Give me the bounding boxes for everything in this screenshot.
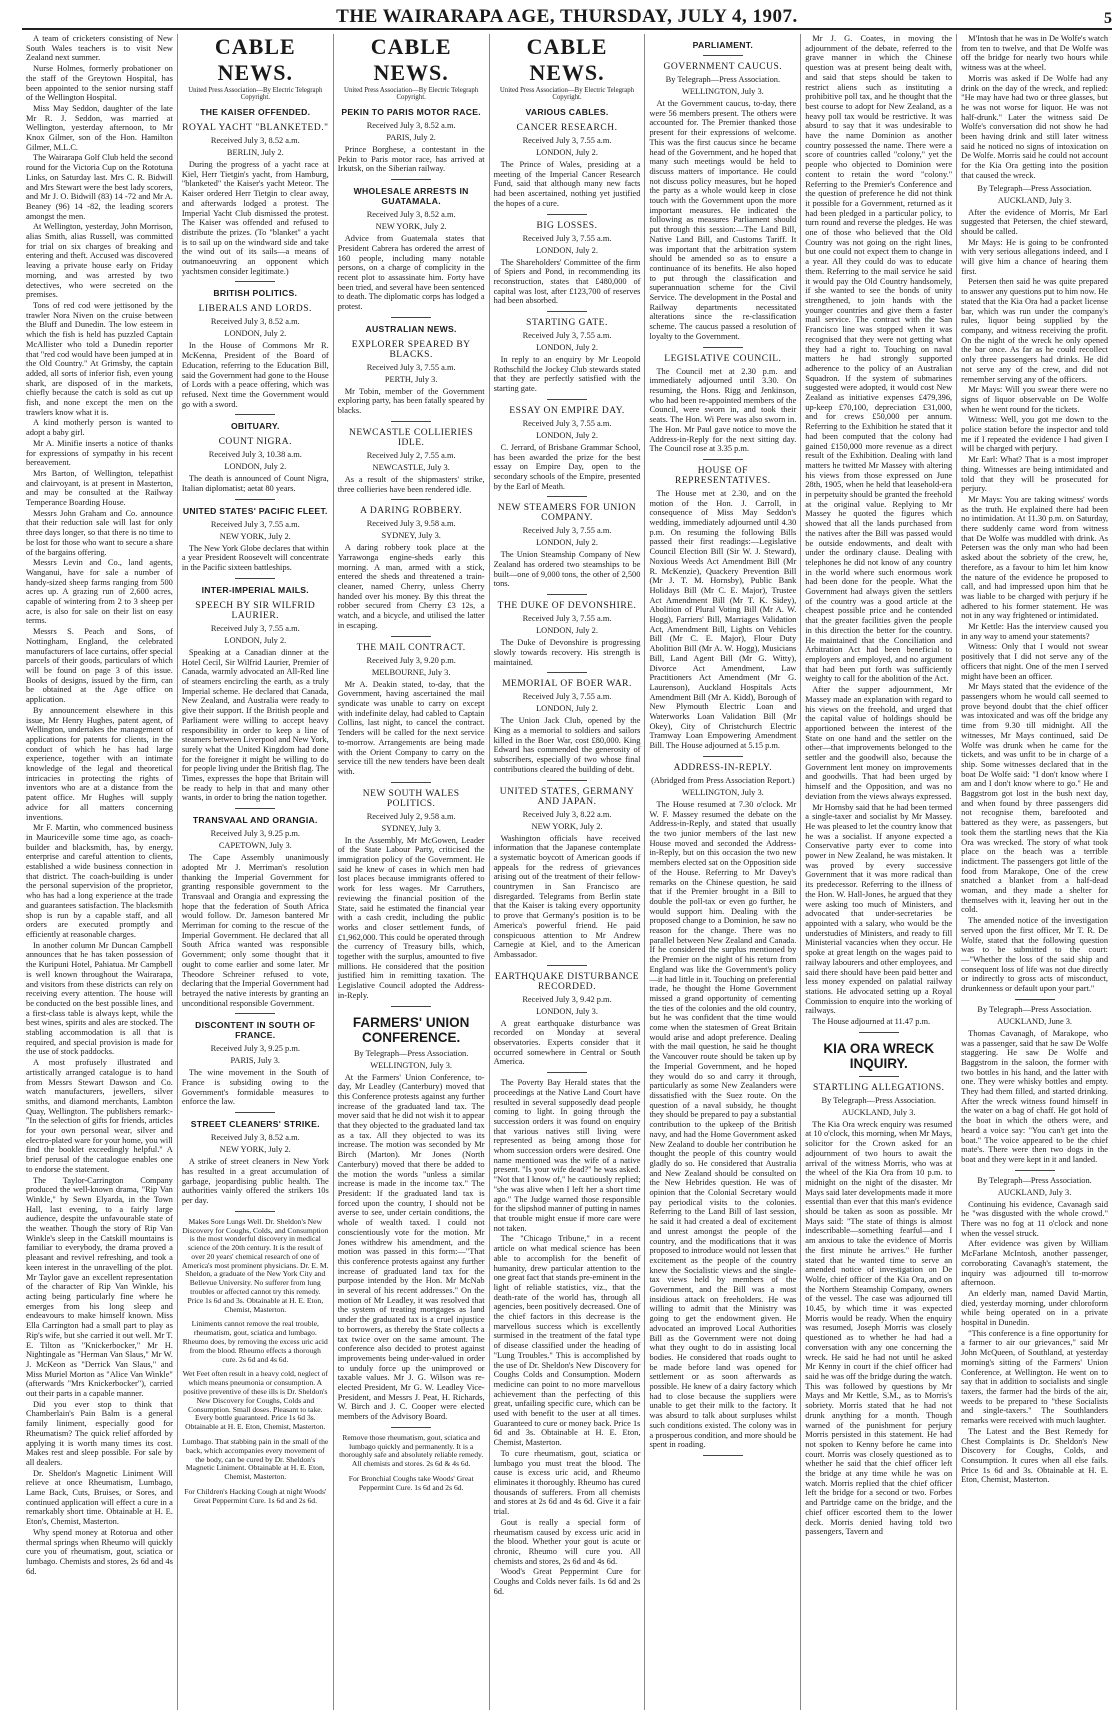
news-paragraph: "This conference is a fine opportunity for a farmer to air our grievances," said Mr John McQueen, of Southland, at yesterday morning's sitting of the Farmers' Union Conference, at Wellington. He went on to say that in addition to socialists and single taxers, the farmer had the birds of the air, weeds to be prepared to "these Socialists and single-taxers." The Southlanders remarks were received with much laughter. (961, 1328, 1109, 1426)
received-dateline: Received July 3, 9.20 p.m. (366, 655, 456, 665)
divider-rule (391, 1006, 431, 1007)
story-body: Speaking at a Canadian dinner at the Hotel Cecil, Sir Wilfrid Laurier, Premier of Canada, warmly advocated an All-Red line of steamers encircling the earth, as a truly Imperial scheme. He declared that Canada, New Zealand, and Australia were ready to give their support. If the British people and Parliament were willing to accept heavy responsibility in order to keep a line of steamers between Liverpool and New York, surely what the United Kingdom had done for the foreigner it might be willing to do for people living under the British flag. The Times, expresses the hope that Britain will be ready to help in that and many other wants, in order to bring the nation together. (181, 647, 329, 803)
story-headline: INTER-IMPERIAL MAILS. (201, 584, 309, 595)
story-headline: STREET CLEANERS' STRIKE. (190, 1119, 320, 1130)
place-dateline: PARIS, July 2. (386, 133, 436, 142)
news-paragraph: The Poverty Bay Herald states that the proceedings at the Native Land Court have resulted in several supposedly dead people coming to light. In going through the succession orders it was found on enquiry that various natives still living were represented as being among those for whom succession orders were desired. One name mentioned was the wife of a native present. "Is your wife dead?" he was asked. "Not that I know of," he cautiously replied; "she was alive when I left her a short time ago." The Judge warned those responsible for the slipshod manner of putting in names that trouble might ensue if more care were not taken. (493, 1078, 641, 1233)
place-dateline: WELLINGTON, July 3. (682, 87, 764, 96)
story-subheadline: ROYAL YACHT "BLANKETED." (182, 123, 329, 133)
place-dateline: LONDON, July 3. (536, 1006, 598, 1016)
divider-rule (235, 414, 275, 415)
divider-rule (547, 311, 587, 312)
news-paragraph: The House adjourned at 11.47 p.m. (812, 1017, 931, 1027)
story-headline: OBITUARY. (230, 421, 280, 432)
received-dateline: Received July 3, 7.55 a.m. (366, 362, 456, 372)
column-parliament-continued (801, 34, 957, 1710)
news-paragraph: Mr Mays stated that the evidence of the passengers whom he would call seemed to prove beyond doubt that the chief officer was intoxicated and was off the bridge any time from 9.30 till midnight. All the witnesses, Mr Mays continued, said De Wolfe was drunk when he came for the tickets, and was unfit to be in charge of a ship. Some witnesses declared that in the boat De Wolfe said: "I don't know where I am and I don't know where to go." He and Baggstrom got lost in the bush next day, and when found by three passengers did not recognise them, barefooted and battered as they were, as passengers, but took them the startling news that the Kia Ora was wrecked. The story of what took place on the beach was a terrible indictment. The passengers got little of the food from Marakope, One of the crew snatched a blanket from a half-dead woman, and they made a shelter for themselves with it, leaving her out in the cold. (961, 682, 1109, 915)
story-body: C. Jerrard, of Brisbane Grammar School, has been awarded the prize for the best essay on Empire Day, open to the secondary schools of the Empire, presented by the Earl of Meath. (493, 442, 641, 491)
divider-rule (547, 1072, 587, 1073)
story-subheadline: EARTHQUAKE DISTURBANCE RECORDED. (494, 971, 640, 992)
story-subheadline: HOUSE OF REPRESENTATIVES. (675, 465, 771, 486)
news-paragraph: Continuing his evidence, Cavanagh said he "was disgusted with the whole crowd." There was no fog at 11 o'clock and none when the vessel struck. (961, 1199, 1109, 1238)
divider-rule (391, 1427, 431, 1428)
news-paragraph: Messrs John Graham and Co. announce that their reduction sale will last for only three days longer, so that there is no time to be lost for those who want to secure a share of the bargains offering. (26, 508, 173, 557)
story-headline: BRITISH POLITICS. (213, 288, 298, 299)
divider-rule (703, 756, 743, 757)
telegraph-credit: By Telegraph—Press Association. (977, 1004, 1092, 1014)
story-body: As a result of the shipmasters' strike, three collieries have been rendered idle. (337, 474, 485, 494)
advertisement: Liniments cannot remove the real trouble, rheumatism, gout, sciatica and lumbago. Rheumo does, by removing the excess uric acid from the blood. Rheumo effects a thorough cure. 2s 6d and 4s 6d. (182, 1319, 328, 1364)
received-dateline: Received July 3, 9.25 p.m. (210, 1044, 300, 1054)
story-body: A daring robbery took place at the Yarrawonga engine-sheds early this morning. A man, armed with a stick, entered the sheds and threatened a train-cleaner, named Cherry, unless Cherry handed over his money. By this threat the robber secured from Cherry £3 12s, a watch, and a bicycle, and utilised the latter in escaping. (337, 543, 485, 630)
news-paragraph: Gout is really a special form of rheumatism caused by excess uric acid in the blood. Whether your gout is acute or chronic, Rheumo will cure you. All chemists and stores, 2s 6d and 4s 6d. (493, 1517, 641, 1566)
story-headline: FARMERS' UNION CONFERENCE. (352, 1014, 470, 1045)
news-paragraph: A team of cricketers consisting of New South Wales teachers is to visit New Zealand next summer. (26, 34, 173, 63)
story-body: The Shareholders' Committee of the firm of Spiers and Pond, in recommending its reconstruction, states that £480,000 of capital was lost, after £123,700 of reserves had been absorbed. (493, 257, 641, 306)
divider-rule (1015, 999, 1055, 1000)
place-dateline: LONDON, July 2. (536, 343, 598, 353)
place-dateline: AUCKLAND, July 3. (997, 1187, 1072, 1197)
page-columns (22, 34, 1112, 1710)
story-body: The Duke of Devonshire is progressing slowly towards recovery. His strength is maintained. (493, 638, 641, 667)
received-dateline: Received July 2, 7.55 a.m. (366, 450, 456, 460)
advertisement: Remove those rheumatism, gout, sciatica and lumbago quickly and permanently. It is a thoroughly safe and absolutely reliable remedy. All chemists and stores. 2s 6d & 4s 6d. (339, 1432, 484, 1469)
divider-rule (859, 1076, 899, 1077)
story-headline: KIA ORA WRECK INQUIRY. (823, 1040, 935, 1071)
news-paragraph: Mr Mays: He is going to be confronted with very serious allegations indeed, and I will give him a chance of hearing them first. (961, 237, 1109, 276)
advertisement: Wet Feet often result in a heavy cold, neglect of which means pneumonia or consumption. A positive preventive of these ills is Dr. Sheldon's New Discovery for Coughs, Colds and Consumption. Small doses. Pleasant to take. Every bottle guaranteed. Price 1s 6d 3s. Obtainable at H. E. Eton, Chemist, Masterton. (182, 1369, 328, 1432)
section-header: CABLE NEWS. (526, 34, 608, 85)
story-headline: DISCONTENT IN SOUTH OF FRANCE. (195, 1020, 316, 1041)
news-paragraph: Petersen then said he was quite prepared to answer any questions put to him now. He stated that the Kia Ora had a packet license bar, which was run under the company's rules, liquor being supplied by the company, and witness receiving the profit. On the night of the wreck he only opened the bar once. As far as he could recollect only three passengers had drinks. He did not serve any of the crew, and did not remember serving any of the officers. (961, 277, 1109, 384)
story-headline: UNITED STATES' PACIFIC FLEET. (182, 505, 328, 516)
divider-rule (547, 672, 587, 673)
story-body: The wine movement in the South of France is subsiding owing to the Government's formidable measures to enforce the law. (181, 1068, 329, 1107)
news-paragraph: After the evidence of Morris, Mr Earl suggested that Petersen, the chief steward, should be called. (961, 207, 1109, 236)
divider-rule (391, 317, 431, 318)
masthead (22, 6, 1112, 30)
divider-rule (235, 281, 275, 282)
received-dateline: Received July 3, 7.55 a.m. (522, 331, 612, 341)
news-paragraph: By announcement elsewhere in this issue, Mr Henry Hughes, patent agent, of Wellington, undertakes the management of applications for patents for clients, in the conduct of which he has had large experience, together with an intimate knowledge of the legal and theoretical intricacies in protecting the rights of inventors who are at a distance from the patent office. Mr Hughes will supply advice for all matters concerning inventions. (26, 705, 173, 822)
story-body: The Union Jack Club, opened by the King as a memorial to soldiers and sailors killed in the Boer War, cost £80,000. King Edward has commended the generosity of subscribers, especially of two whose final contributions cleared the building of debt. (493, 716, 641, 774)
received-dateline: Received July 3, 8.52 a.m. (366, 210, 456, 220)
story-subheadline: NEWCASTLE COLLIERIES IDLE. (349, 427, 474, 448)
story-body: The House met at 2.30, and on the motion of the Hon. J. Carroll, in consequence of Miss May Seddon's wedding, immediately adjourned until 4.30 p.m. On resuming the following Bills passed their first readings:—Legislative Council Election Bill (Sir W. J. Steward), Noxious Weeds Act Amendment Bill (Mr R. McKenzie), Quackery Prevention Bill (Mr J. T. M. Hornsby), Public Bank Holidays Bill (Mr C. E. Major), Trustee Act Amendment Bill (Mr T. K. Sidey), Abolition of Plural Voting Bill (Mr A. W. Hogg), Farriers' Bill, Marriages Validation Act, Amendment Bill, Lights on Vehicles Bill (Mr C. E. Major), Flour Duty Abolition Bill (Mr A. W. Hogg), Musicians Bill, Land Agent Bill (Mr G. Witty), Divorce Act Amendment, Law Practitioners Act Amendment (Mr G. Laurenson), Auckland Hospitals Acts Amendment Bill (Mr A. Kidd), Borough of New Plymouth Electric Loan and Waterworks Loan Validation Bill (Mr Okey), City of Christchurch Electric Tramway Loan Empowering Amendment Bill. The House adjourned at 5.15 p.m. (649, 488, 797, 751)
story-headline: WHOLESALE ARRESTS IN GUATAMALA. (353, 186, 469, 207)
story-subheadline: COUNT NIGRA. (218, 437, 292, 448)
divider-rule (1015, 1170, 1055, 1171)
news-paragraph: A kind motherly person is wanted to adopt a baby girl. (26, 418, 173, 438)
place-dateline: LONDON, July 2. (224, 635, 287, 645)
news-paragraph: M'Intosh that he was in De Wolfe's watch from ten to twelve, and that De Wolfe was off the bridge for nearly two hours while witness was at the wheel. (961, 34, 1109, 73)
section-subheader: United Press Association—By Electric Telegraph Copyright. (499, 87, 635, 101)
divider-rule (235, 499, 275, 500)
news-paragraph: In another column Mr Duncan Campbell announces that he has taken possession of the Kuripuni Hotel, Pahiatua. Mr Campbell is well known throughout the Wairarapa, and visitors from these districts can rely on receiving every attention. The house will be conducted on the best possible lines, and a first-class table is always kept, while the best wines, spirits and ales are stocked. The stabling accommodation is all that is required, and special provision is made for the use of stock paddocks. (26, 940, 173, 1057)
story-subheadline: EXPLORER SPEARED BY BLACKS. (351, 339, 471, 360)
received-dateline: Received July 3, 7.55 a.m. (522, 614, 612, 624)
news-paragraph: Morris was asked if De Wolfe had any drink on the day of the wreck, and replied: "He may have had two or three glasses, but he was not worse for liquor. He was not half-drunk." Later the witness said De Wolfe's conversation did not show he had been having drink and still later witness said he noticed no signs of intoxication on De Wolfe. Morris said he could not account for the Kia Ora getting into the position that caused the wreck. (961, 73, 1109, 180)
place-dateline: MELBOURNE, July 3. (371, 667, 451, 677)
place-dateline: LONDON, July 2. (536, 245, 598, 255)
news-paragraph: Nurse Holmes, formerly probationer on the staff of the Greytown Hospital, has been appointed to the senior nursing staff of the Wellington Hospital. (26, 64, 173, 103)
story-headline: THE KAISER OFFENDED. (200, 107, 311, 117)
place-dateline: SYDNEY, July 3. (381, 531, 441, 541)
story-subheadline: CANCER RESEARCH. (516, 123, 618, 133)
place-dateline: WELLINGTON, July 3. (370, 1060, 453, 1070)
received-dateline: Received July 3, 9.42 p.m. (522, 994, 612, 1004)
newspaper-title: THE WAIRARAPA AGE, THURSDAY, JULY 4, 1907. (336, 6, 798, 27)
story-subheadline: SPEECH BY SIR WILFRID LAURIER. (195, 600, 316, 621)
story-headline: AUSTRALIAN NEWS. (365, 323, 457, 334)
divider-rule (547, 594, 587, 595)
place-dateline: BERLIN, July 2. (226, 148, 284, 157)
story-body: Advice from Guatemala states that President Cabrera has ordered the arrest of 160 people, including many notable persons, on a charge of complicity in the recent plot to assassinate him. Forty have been tried, and several have been sentenced to death. The diplomatic corps has lodged a protest. (337, 234, 485, 312)
divider-rule (235, 1013, 275, 1014)
story-body: Prince Borghese, a contestant in the Pekin to Paris motor race, has arrived at Irkutsk, on the Siberian railway. (337, 145, 485, 174)
received-dateline: Received July 3, 8.22 a.m. (522, 809, 612, 819)
story-body: At the Farmers' Union Conference, to-day, Mr Leadley (Canterbury) moved that this Conference protests against any further increase of the graduated land tax. The mover said that he did not wish it to appear that they objected to the graduated land tax as a tax. All they objected to was its increase. The motion was seconded by Mr Birch (Marton). Mr Jones (North Canterbury) moved that there be added to the motion the words "unless a similar increase is made in the income tax." The President: If the graduated land tax is forced upon the country, I should not be averse to see, under certain conditions, the whole of wealth taxed. I could not conscientiously vote for the motion. Mr Jones withdrew his amendment, and the motion was passed in this form:—"That this conference protests against any further increase of graduated land tax for the purpose intended by the Hon. Mr McNab in several of his recent addresses." On the motion of Mr Leadley, it was resolved that the system of treating mortgages as land under the graduated tax is a cruel injustice to borrowers, as thereby the State collects a tax twice over on the same amount. The conference also decided to protest against improvements being under-valued in order to unduly force up the unimproved or taxable values. Mr J. G. Wilson was re-elected President, Mr G. W. Leadley Vice-President, and Messrs J. Peat, H. Richards, W. Birch and J. C. Cooper were elected members of the Advisory Board. (337, 1072, 485, 1422)
place-dateline: AUCKLAND, June 3. (997, 1016, 1073, 1026)
story-body: In reply to an enquiry by Mr Leopold Rothschild the Jockey Club stewards stated that they are perfectly satisfied with the starting gate. (493, 355, 641, 394)
place-dateline: NEW YORK, July 2. (531, 821, 603, 831)
received-dateline: Received July 3, 8.52 a.m. (366, 121, 456, 130)
story-subheadline: STARTLING ALLEGATIONS. (812, 1082, 945, 1093)
story-body: The New York Globe declares that within a year President Roosevelt will concentrate in the Pacific sixteen battleships. (181, 543, 329, 573)
advertisement: Lumbago. That stabbing pain in the small of the back, which accompanies every movement of the body, can be cured by Dr. Sheldon's Magnetic Liniment. Obtainable at H. E. Eton, Chemist, Masterton. (182, 1437, 329, 1482)
story-subheadline: NEW SOUTH WALES POLITICS. (362, 788, 460, 809)
story-body: At the Government caucus, to-day, there were 56 members present. The others were accounted for. The Premier thanked those present for their expressions of welcome. This was the first caucus since he became head of the Government, and he hoped that many such meetings would be held to discuss matters of importance. He could not discuss policy measures, but he hoped the party as a whole would keep in close touch with the Government upon the more important measures. He indicated the following as measures Parliament should put through this session:—The Land Bill, Native Land Bill, and Customs Tariff. It was important that the arbitration system should be amended so as to ensure a continuance of its benefits. He also hoped to put through the classification and superannuation scheme for the Civil Service. The development in the Postal and Railway departments necessitated alterations since the re-classification scheme. The caucus passed a resolution of loyalty to the Government. (649, 99, 797, 341)
story-subheadline: MEMORIAL OF BOER WAR. (502, 679, 632, 690)
story-body: Washington officials have received information that the Japanese contemplate a systematic boycott of American goods if appeals for the redress of grievances arising out of the treatment of their fellow-countrymen in San Francisco are disregarded. Telegrams from Berlin state that the Kaiser is taking every opportunity to prove that Germany's position is to be America's powerful friend. He paid conspicuous attention to Mr Andrew Carnegie at Kiel, and to the American Ambassador. (493, 833, 641, 959)
column-cable-news-3 (490, 34, 646, 1710)
news-paragraph: After the supper adjournment, Mr Massey made an explanation with regard to his views on the freehold, and urged that the capital value of holdings should be apportioned between the interest of the State on one hand and the settler on the other—that improvements belonged to the settler and the goodwill also, because the Government lent money on improvements and goodwills. That had been urged by himself and the Opposition, and was no deviation from the views always expressed. (805, 685, 953, 801)
place-dateline: NEW YORK, July 2. (219, 1145, 291, 1155)
column-cable-news-1 (178, 34, 334, 1710)
received-dateline: Received July 3, 9.58 a.m. (366, 519, 456, 529)
divider-rule (391, 499, 431, 500)
story-body: The Council met at 2.30 p.m. and immediately adjourned until 3.30. On resuming, the Hons. Rigg and Jenkinson, who had been re-appointed members of the Council, were sworn in, and took their seats. The Hon. Wi Pere was also sworn in. The Hon. Mr Paul gave notice to move the Address-in-Reply for the next sitting day. The Council rose at 3.35 p.m. (649, 366, 797, 454)
news-paragraph: At Wellington, yesterday, John Morrison, alias Smith, alias Russell, was committed for trial on six charges of breaking and entering and theft. Accused was discovered leaving a private house early on Friday morning, and was arrested by two detectives, who were secreted on the premises. (26, 222, 173, 300)
news-paragraph: Messrs Levin and Co., land agents, Wanganui, have for sale a number of handy-sized sheep farms ranging from 500 acres up. A grazing run of 2,600 acres, capable of wintering from 2 to 3 sheep per acre, is also for sale on their list on easy terms. (26, 558, 173, 626)
place-dateline: NEW YORK, July 2. (219, 531, 291, 541)
divider-rule (235, 808, 275, 809)
telegraph-credit: By Telegraph—Press Association. (821, 1095, 936, 1105)
page-number: 5 (1104, 10, 1112, 27)
story-subheadline: UNITED STATES, GERMANY AND JAPAN. (499, 786, 635, 807)
story-body: A great earthquake disturbance was recorded on Monday at several observatories. Experts consider that it occurred somewhere in Central or South America. (493, 1018, 641, 1067)
story-subheadline: LEGISLATIVE COUNCIL. (664, 353, 782, 364)
received-dateline: Received July 3, 7.55 a.m. (522, 692, 612, 702)
received-dateline: Received July 2, 9.58 a.m. (366, 811, 456, 821)
place-dateline: LONDON, July 2. (224, 329, 287, 339)
news-paragraph: Mr Kettle: Has the interview caused you in any way to amend your statements? (961, 622, 1109, 641)
news-paragraph: To cure rheumatism, gout, sciatica or lumbago you must treat the blood. The cause is excess uric acid, and Rheumo eliminates it thoroughly. Rheumo has cured thousands of sufferers. From all chemists and stores at 2s 6d and 4s 6d. Give it a fair trial. (493, 1448, 641, 1517)
place-dateline: NEWCASTLE, July 3. (372, 462, 450, 472)
story-subheadline: GOVERNMENT CAUCUS. (663, 62, 783, 72)
story-body: A strike of street cleaners in New York has resulted in a great accumulation of garbage, jeopardising public health. The authorities vainly offered the strikers 10s per day. (181, 1157, 329, 1205)
divider-rule (703, 55, 743, 56)
divider-rule (235, 578, 275, 579)
received-dateline: Received July 3, 7.55 a.m. (210, 519, 300, 529)
divider-rule (859, 1032, 899, 1033)
telegraph-credit: By Telegraph—Press Association. (977, 1175, 1092, 1185)
place-dateline: LONDON, July 2. (536, 626, 598, 636)
news-paragraph: Mr J. G. Coates, in moving the adjournment of the debate, referred to the grave manner in which the Chinese question was at present being dealt with, and said that steps should be taken to restrict aliens such as instituting a prohibitive poll tax, and he thought that the best course to adopt for New Zealand, as a heavy poll tax would be restrictive. It was absurd to say that it was undesirable to have the name Dominion as another country possessed the name. There were a score of countries called "colony," yet the people who objected to Dominion were content to retain the word "colony." Referring to the Premier's Conference and the question of preference he did not think it possible for a Government, returned as it had been pledged in a particular policy, to turn round and reverse the pledges. He was one of those who believed that the Old Country was not going on the right lines, but one could not expect them to change in a year. All they could do was to educate them. Referring to the mail service he said it would pay the Old Country handsomely, if she wanted to see the bonds of unity strengthened, to join hands with the younger countries and give them a faster mail service. The contract with the San Francisco line was stopped when it was recognised that they were not getting what they had a right to. Touching on naval matters he had strongly supported adherence to the policy of an Australian Squadron. If the system of submarines suggested were adopted, it would cost New Zealand as initiative expenses £479,396, up-keep £70,100, depreciation £31,000, and for crews £50,000 per annum. Referring to the Exhibition he stated that it had been computed that the colony had gained £150,000 more revenue as a direct result of the Exhibition. Dealing with land matters he twitted Mr Massey with altering his views from those expressed on June 28th, 1905, when he held that leasehold-era in perpetuity should be granted the freehold at the original value. Replying to Mr Massey he quoted the figures which showed that all the lands purchased from the natives after the Bill was passed would be outside endowments, and dealt with under the ordinary clause. Dealing with telephones he did not know of any country in the world where such enormous work had been done for the people. What the Government had always given the settlers of the country was a good article at the cheapest possible price and he contended that the greater facilities given the people in this direction the better for the country. He maintained that the Conciliation and Arbitration Act had been beneficial to employers and employed, and no argument that had been put forth was sufficiently weighty to call for the abolition of the Act. (805, 34, 953, 684)
received-dateline: Received July 3, 8.52 a.m. (210, 317, 300, 327)
news-paragraph: Why spend money at Rotorua and other thermal springs when Rheumo will quickly cure you of rheumatism, gout, sciatica or lumbago. Chemists and stores, 2s 6d and 4s 6d. (26, 1527, 173, 1576)
story-subheadline: ADDRESS-IN-REPLY. (673, 762, 773, 773)
divider-rule (547, 399, 587, 400)
news-paragraph: Mrs Barton, of Wellington, telepathist and clairvoyant, is at present in Masterton, and may be consulted at the Railway Temperance Boarding House. (26, 468, 173, 508)
news-paragraph: Witness: Well, you got me down to the police station before the inspector and told me if I repeated the evidence I had given I will be charged with perjury. (961, 415, 1109, 454)
divider-rule (391, 179, 431, 180)
story-subheadline: LIBERALS AND LORDS. (198, 304, 312, 315)
place-dateline: LONDON, July 2. (536, 430, 598, 440)
news-paragraph: Mr A. Minifie inserts a notice of thanks for expressions of sympathy in his recent bereavement. (26, 438, 173, 468)
divider-rule (391, 782, 431, 783)
news-paragraph: A most profusely illustrated and artistically arranged catalogue is to hand from Messrs Stewart Dawson and Co. watch manufacturers, jewellers, silver smiths, and diamond merchants, Lambton Quay, Wellington. The publishers remark:- "In the selection of gifts for friends, articles for your own personal wear, silver and electro-plated ware for your home, you will find the booklet exceedingly helpful." A brief perusal of the catalogue enables one to endorse the statement. (26, 1058, 173, 1174)
story-body: During the progress of a yacht race at Kiel, Herr Tietgin's yacht, from Hamburg, "blanketed" the Kaiser's yacht Meteor. The Kaiser ordered Herr Tietgin to clear away, and afterwards lodged a protest. The Imperial Yacht Club dismissed the protest. The Kaiser was offended and refused to distribute the prizes. (To "blanket" a yacht is to sail up on the windward side and take the wind out of its sails—a means of outmanoeuvring an opponent which yachtsmen consider legitimate.) (181, 160, 329, 276)
news-paragraph: Wood's Great Peppermint Cure for Coughs and Colds never fails. 1s 6d and 2s 6d. (493, 1567, 641, 1596)
place-dateline: CAPETOWN, July 3. (218, 841, 292, 851)
news-paragraph: Witness: Only that I would not swear positively that I did not serve any of the officers that night. One of the men I served might have been an officer. (961, 642, 1109, 681)
divider-rule (391, 636, 431, 637)
place-dateline: AUCKLAND, July 3. (841, 1107, 916, 1117)
story-note: (Abridged from Press Association Report.) (651, 775, 795, 785)
story-headline: PEKIN TO PARIS MOTOR RACE. (341, 107, 481, 117)
story-body: The Prince of Wales, presiding at a meeting of the Imperial Cancer Research Fund, said that although many new facts had been ascertained, nothing yet justified the hopes of a cure. (493, 160, 641, 208)
divider-rule (235, 1112, 275, 1113)
story-subheadline: NEW STEAMERS FOR UNION COMPANY. (497, 503, 637, 524)
story-headline: TRANSVAAL AND ORANGIA. (192, 815, 318, 826)
story-subheadline: A DARING ROBBERY. (360, 506, 463, 517)
news-paragraph: Miss May Seddon, daughter of the late Mr R. J. Seddon, was married at Wellington, yesterday afternoon, to Mr Knox Gilmer, son of the Hon. Hamilton Gilmer, M.L.C. (26, 103, 173, 152)
divider-rule (391, 421, 431, 422)
news-paragraph: Mr Mays: You are taking witness' words as the truth. He explained there had been no intimidation. At 11.30 p.m. on Saturday, there suddenly came word from witness that De Wolfe was muddled with drink. As Petersen was the only man who had been asked about the sobriety of the crew, he, therefore, as a favour to him let him know the nature of the evidence he proposed to call, and had impressed upon him that he was liable to be charged with perjury if he adhered to his former statement. He was not in any way frightened or intimidated. (961, 494, 1109, 621)
divider-rule (703, 1455, 743, 1456)
place-dateline: LONDON, July 2. (536, 148, 598, 157)
received-dateline: Received July 3, 8.52 a.m. (210, 1133, 300, 1143)
divider-rule (547, 965, 587, 966)
place-dateline: PARIS, July 3. (230, 1056, 281, 1066)
news-paragraph: Tons of red cod were jettisoned by the trawler Nora Niven on the cruise between the Bluff and Dunedin. The low esteem in which the fish is held has puzzled Captain McAllister who told a Dunedin reporter that "red cod would have been jumped at in the Old Country." At Grimsby, the captain added, all sorts of inferior fish, even young shark, are disposed of in the markets, chiefly because the catch is sold as cut up fish, and none except the men on the trawlers know what it is. (26, 300, 173, 417)
news-paragraph: Mr Mays: Will you swear there were no signs of liquor observable on De Wolfe when he went round for the tickets. (961, 385, 1109, 414)
received-dateline: Received July 3, 7.55 a.m. (210, 623, 300, 633)
news-paragraph: The Latest and the Best Remedy for Chest Complaints is Dr. Sheldon's New Discovery for Coughs, Colds, and Consumption. It cures when all else fails. Price 1s 6d and 3s. Obtainable at H. E. Eton, Chemist, Masterton. (961, 1426, 1109, 1485)
story-body: The Kia Ora wreck enquiry was resumed at 10 o'clock, this morning, when Mr Mays, solicitor for the Crown asked for an adjournment of two hours to await the arrival of the witness Morris, who was at the wheel of the Kia Ora from 10 p.m. to midnight on the night of the disaster. Mr Mays said later developments made it more essential than ever that this man's evidence should be taken as soon as possible. Mr Mays said: "The state of things is almost indescribable—something fearful—and I am anxious to take the evidence of Morris the first minute he arrives." He further stated that he wanted time to serve an amended notice of investigation on De Wolfe, chief officer of the Kia Ora, and on the Northern Steamship Company, owners of the vessel. The case was adjourned till 10.45, by which time it was expected Morris would be ready. When the enquiry was resumed, Joseph Morris was closely questioned as to whether he had had a conversation with any one concerning the wreck. He said he had not until he asked Mr Kenny in court if the chief officer had said he was off the bridge during the watch. This was followed by questions by Mr Mays and Mr Kettle, S.M., as to Morris's sobriety. Morris stated that he had not drunk anything for a month. Though warned of the punishment for perjury Morris persisted in this statement. He had not spoken to Kenny before he came into court. Morris was closely questioned as to whether he said that the chief officer left the bridge at any time while he was on watch. Morris replied that the chief officer left the bridge for a second or two. Forbes and Partridge came on the bridge, and the chief officer escorted them to the lower deck. Morris denied having told two passengers, Tavern and (805, 1119, 953, 1537)
advertisement: For Bronchial Coughs take Woods' Great Peppermint Cure. 1s 6d and 2s 6d. (348, 1474, 474, 1492)
story-body: In the Assembly, Mr McGowen, Leader of the State Labour Party, criticised the immigration policy of the Government. He said he knew of cases in which men had lost places because immigrants offered to work for less wages. Mr Carruthers, reviewing the financial position of the State, said he estimated the financial year with a cash credit, including the public works and closer settlement funds, of £1,962,000. This could be operated through the currency of Treasury bills, which, together with the surplus, amounted to five millions. He considered that the position justified him in remitting taxation. The Legislative Council adopted the Address-in-Reply. (337, 835, 485, 1000)
received-dateline: Received July 3, 7.55 a.m. (522, 418, 612, 428)
received-dateline: Received July 3, 7.55 a.m. (522, 526, 612, 536)
section-title: PARLIAMENT. (692, 40, 754, 50)
news-paragraph: Mr F. Martin, who commenced business in Mauriceville some time ago, as coach-builder and blacksmith, has, by energy, enterprise and careful attention to clients, established a wide business connection in that district. The coach-building is under the personal supervision of the proprietor, who has had a long experience at the trade and guarantees satisfaction. The blacksmith shop is run by a capable staff, and all orders are executed promptly and efficiently at reasonable charges. (26, 823, 173, 939)
column-kia-ora-inquiry (957, 34, 1112, 1710)
divider-rule (703, 459, 743, 460)
news-paragraph: An elderly man, named David Martin, died, yesterday morning, under chloroform while being operated on in a private hospital in Dunedin. (961, 1288, 1109, 1328)
news-paragraph: Dr. Sheldon's Magnetic Liniment Will relieve at once Rheumatism, Lumbago, Lame Back, Cuts, Bruises, or Sores, and continued application will effect a cure in a remarkably short time. Obtainable at H. E. Eton's, Chemist, Masterton. (26, 1468, 173, 1527)
place-dateline: LONDON, July 2. (536, 704, 598, 714)
place-dateline: LONDON, July 2. (536, 538, 598, 548)
news-paragraph: Did you ever stop to think that Chamberlain's Pain Balm is a general family liniment, especially good for Rheumatism? The quick relief afforded by applying it is worth many times its cost. Makes rest and sleep possible. For sale by all dealers. (26, 1399, 173, 1467)
column-cable-news-2 (334, 34, 490, 1710)
news-paragraph: After evidence was given by William McFarlane McIntosh, another passenger, corroborating Cavanagh's statement, the inquiry was adjourned till to-morrow afternoon. (961, 1239, 1109, 1288)
divider-rule (547, 496, 587, 497)
place-dateline: PERTH, July 3. (384, 374, 438, 384)
story-body: The Cape Assembly unanimously adopted Mr J. Merriman's resolution thanking the Imperial Government for granting responsible government to the Transvaal and Orangia and expressing the hope that the federation of South Africa would follow. Dr. Jameson bantered Mr Merriman for coming to the rescue of the Imperial Government. He declared that all South Africa wanted was responsible Government; only some thought that it ought to come earlier and some later. Mr Theodore Schreiner refused to vote, declaring that the Imperial Government had betrayed the native interests by granting an unconditional responsible Government. (181, 853, 329, 1008)
telegraph-credit: By Telegraph—Press Association. (665, 75, 781, 84)
news-paragraph: Messrs S. Peach and Sons, of Nottingham, England, the celebrated manufacturers of lace curtains, offer special parcels of their goods, particulars of which will be found on page 3 of this issue. Books of designs, issued by the firm, can be obtained at the Age office on application. (26, 627, 173, 705)
section-header: CABLE NEWS. (370, 34, 452, 85)
received-dateline: Received July 3, 10.38 a.m. (208, 450, 302, 460)
divider-rule (547, 214, 587, 215)
section-subheader: United Press Association—By Electric Telegraph Copyright. (188, 87, 323, 101)
place-dateline: NEW YORK, July 2. (375, 222, 447, 232)
received-dateline: Received July 3, 9.25 p.m. (210, 829, 300, 839)
received-dateline: Received July 3, 7.55 a.m. (522, 233, 612, 243)
section-header: CABLE NEWS. (214, 34, 296, 85)
advertisement: For Children's Hacking Cough at night Woods' Great Peppermint Cure. 1s 6d and 2s 6d. (184, 1487, 327, 1505)
divider-rule (235, 1211, 275, 1212)
news-paragraph: Mr Hornsby said that he had been termed a single-taxer and socialist by Mr Massey. He was pleased to let the country know that he was a socialist. If anyone expected a Conservative party ever to come into power in New Zealand, he was mistaken. It was proved by every successive Government that it was more radical than its predecessor. Referring to the illness of the Hon. W. Hall-Jones, he argued that they were asking too much of Ministers, and advocated that under-secretaries be appointed with a salary, who would be the understudies of Ministers, and ready to fill Ministerial vacancies when they occur. He spoke at great length on the wages paid to railway labourers and other employees, and said there should have been paid better and less money expended on palatial railway stations. He advocated setting up a Royal Commission to enquire into the working of railways. (805, 802, 953, 1016)
story-body: Mr Tobin, member of the Government exploring party, has been fatally speared by blacks. (337, 386, 485, 416)
news-paragraph: Mr Earl: What? That is a most improper thing. Witnesses are being intimidated and told that they will be prosecuted for perjury. (961, 455, 1109, 494)
story-body: In the House of Commons Mr R. McKenna, President of the Board of Education, referring to the Education Bill, said the Government had gone to the House of Lords with a peace offering, which was refused. Next time the Government would go with a sword. (181, 341, 329, 409)
column-local-news (22, 34, 178, 1710)
place-dateline: AUCKLAND, July 3. (997, 195, 1072, 205)
received-dateline: Received July 3, 8.52 a.m. (210, 136, 300, 145)
place-dateline: LONDON, July 2. (224, 462, 287, 472)
divider-rule (703, 347, 743, 348)
place-dateline: WELLINGTON, July 3. (682, 787, 764, 797)
story-headline: VARIOUS CABLES. (525, 107, 609, 117)
story-subheadline: THE DUKE OF DEVONSHIRE. (497, 601, 637, 612)
advertisement: Makes Sore Lungs Well. Dr. Sheldon's New Discovery for Coughs, Colds, and Consumption is the most wonderful discovery in medical science of the 20th century. It is the result of over 20 years' chemical research of one of America's most prominent physicians. Dr. E. M. Sheldon, a graduate of the New York City and Bellevue University. No sufferer from lung troubles or affected cannot try this remedy. Price 1s 6d and 3s. Obtainable at H. E. Eton, Chemist, Masterton. (182, 1216, 329, 1314)
place-dateline: SYDNEY, July 3. (381, 823, 441, 833)
story-subheadline: BIG LOSSES. (536, 220, 598, 231)
story-subheadline: STARTING GATE. (526, 318, 608, 329)
story-body: Mr A. Deakin stated, to-day, that the Government, having ascertained the mail syndicate was unable to carry on except with indefinite delay, had cabled to Captain Collins, last night, to cancel the contract. Tenders will be called for the next service to-morrow. Arrangements are being made with the Orient Company to carry on the service till the new tenders have been dealt with. (337, 679, 485, 776)
story-body: The House resumed at 7.30 o'clock. Mr W. F. Massey resumed the debate on the Address-in-Reply, and stated that usually the two junior members of the last new House moved and seconded the Address-in-Reply, but on this occasion the two new members elected sat on the Opposition side of the House. Referring to Mr Davey's remarks on the Chinese question, he said that if the Premier brought in a Bill to double the poll-tax or even go further, he would support him. Dealing with the proposed change to a Dominion, he saw no reason for the change. There was no parallel between New Zealand and Canada. If he considered the surplus mentioned by the Premier on the night of his return from England was like the Government's policy—it had little in it. Touching on preferential trade, he thought the Home Government missed a grand opportunity of cementing the ties of the colonies and the old country, but he was confident that the time would come when the statesmen of Great Britain would arise and adopt preference. Dealing with the mail question, he said he thought the Vancouver route should be taken up by the Imperial Government, and he hoped they would do so and carry it through, particularly as some New Zealanders were dissatisfied with the Suez route. On the question of a naval subsidy, he thought they should be prepared to pay a substantial contribution to the upkeep of the British navy, and had the Home Government asked New Zealand to double her contribution he thought the people of this country would gladly do so. He considered that Australia and New Zealand should be consulted on the New Hebrides question. He was of opinion that the Colonial Secretary would pay periodical visits to the colonies. Referring to the Land Bill of last session, he said it had created a deal of excitement and unrest amongst the people of the country, and the modifications that it was proposed to introduce would not lessen that excitement as the people of the country knew the Socialistic views and the single-tax views held by members of the Government, and the Bill was a most insidious attack on freeholders. He was willing to admit that the Ministry was going to get the endowment given. He advocated an improved Local Authorities Bill as the Government were not doing what they ought to do in assisting local bodies. He considered that roads ought to be made before land was opened for settlement or as soon afterwards as possible. He knew of a dairy factory which had to close because the suppliers were unable to get their milk to the factory. It was absurd to talk about surpluses whilst such conditions existed. The colony was in a prosperous condition, and more should be spent in roading. (649, 799, 797, 1450)
received-dateline: Received July 3, 7.55 a.m. (522, 136, 612, 145)
news-paragraph: The Wairarapa Golf Club held the second round for the Victoria Cup on the Rototuna Links, on Saturday last. Mrs C. R. Bidwill and Mrs Stewart were the best lady scorers, and Mr J. O. Bidwill (83) 14 -72 and Mr A. Beaney (96) 14 -82, the leading scorers amongst the men. (26, 153, 173, 221)
telegraph-credit: By Telegraph—Press Association. (353, 1048, 469, 1058)
story-subheadline: ESSAY ON EMPIRE DAY. (509, 405, 625, 416)
divider-rule (547, 780, 587, 781)
section-subheader: United Press Association—By Electric Telegraph Copyright. (344, 87, 479, 101)
news-paragraph: Thomas Cavanagh, of Marakope, who was a passenger, said that he saw De Wolfe staggering. He saw De Wolfe and Baggstrom in the saloon, the former with two bottles in his hand, and the latter with one. They were whisky bottles and empty. They had them filled, and started drinking. After the wreck witness found himself in the water on a bag of chaff. He got hold of the boat in which the others were, and heard a voice say: "You can't get into the boat." The voice appeared to be the chief mate's. There were then two dogs in the boat and they were kept in it and landed. (961, 1028, 1109, 1164)
telegraph-credit: By Telegraph—Press Association. (977, 183, 1092, 193)
story-subheadline: THE MAIL CONTRACT. (356, 642, 466, 653)
story-body: The Union Steamship Company of New Zealand has ordered two steamships to be built—one of 9,000 tons, the other of 2,500 tons. (493, 550, 641, 589)
news-paragraph: The Taylor-Carrington Company produced the well-known drama, "Rip Van Winkle," by Sewn Elyarda, in the Town Hall, last evening, to a fairly large audience, despite the unfavourable state of the weather. Though the story of Rip Van Winkle's sleep in the Catskill mountains is familiar to everybody, the drama proved a pleasant and revivel refreshing, and took a keen interest in the unravelling of the plot. Mr Taylor gave an excellent representation of the character of Rip Van Winkle, his acting being particularly fine where he emerges from his long sleep and endeavours to make himself known. Miss Ella Carrington had a small part to play as Rip's wife, but she carried it out well. Mr T. E. Tilton as "Knickerbocker," Mr H. Nightingale as "Herman Van Slaus," Mr W. J. McKeon as "Derrick Van Slaus," and Miss Muriel Morton as "Alice Van Winkle" (afterwards "Mrs Knickerbocker"), carried out their parts in a capable manner. (26, 1175, 173, 1399)
news-paragraph: The "Chicago Tribune," in a recent article on what medical science has been able to accomplish for the benefit of humanity, drew particular attention to the one great fact that stands pre-eminent in the light of reliable statistics, viz., that the death-rate of the world has, through all agencies, been positively decreased. One of the chief factors in this decrease is the marvellous success which is excellently surmised in the treatment of the fatal type of disease classified under the heading of "Lung Troubles." This is accomplished by the use of Dr. Sheldon's New Discovery for Coughs Colds and Consumption. Modern medicine can point to no more marvellous achievement than the perfecting of this great, unfailing specific cure, which can be used with benefit to the user at all times. Guaranteed to cure or money back. Price 1s 6d and 3s. Obtainable at H. E. Eton, Chemist, Masterton. (493, 1234, 641, 1448)
news-paragraph: The amended notice of the investigation served upon the first officer, Mr T. R. De Wolfe, stated that the following question was to be submitted to the court:—"Whether the loss of the said ship and consequent loss of life was not due directly or indirectly to gross acts of misconduct, drunkenness or default upon your part." (961, 916, 1109, 994)
story-body: The death is announced of Count Nigra, Italian diplomatist; aetat 80 years. (181, 474, 329, 494)
column-parliament (645, 34, 801, 1710)
